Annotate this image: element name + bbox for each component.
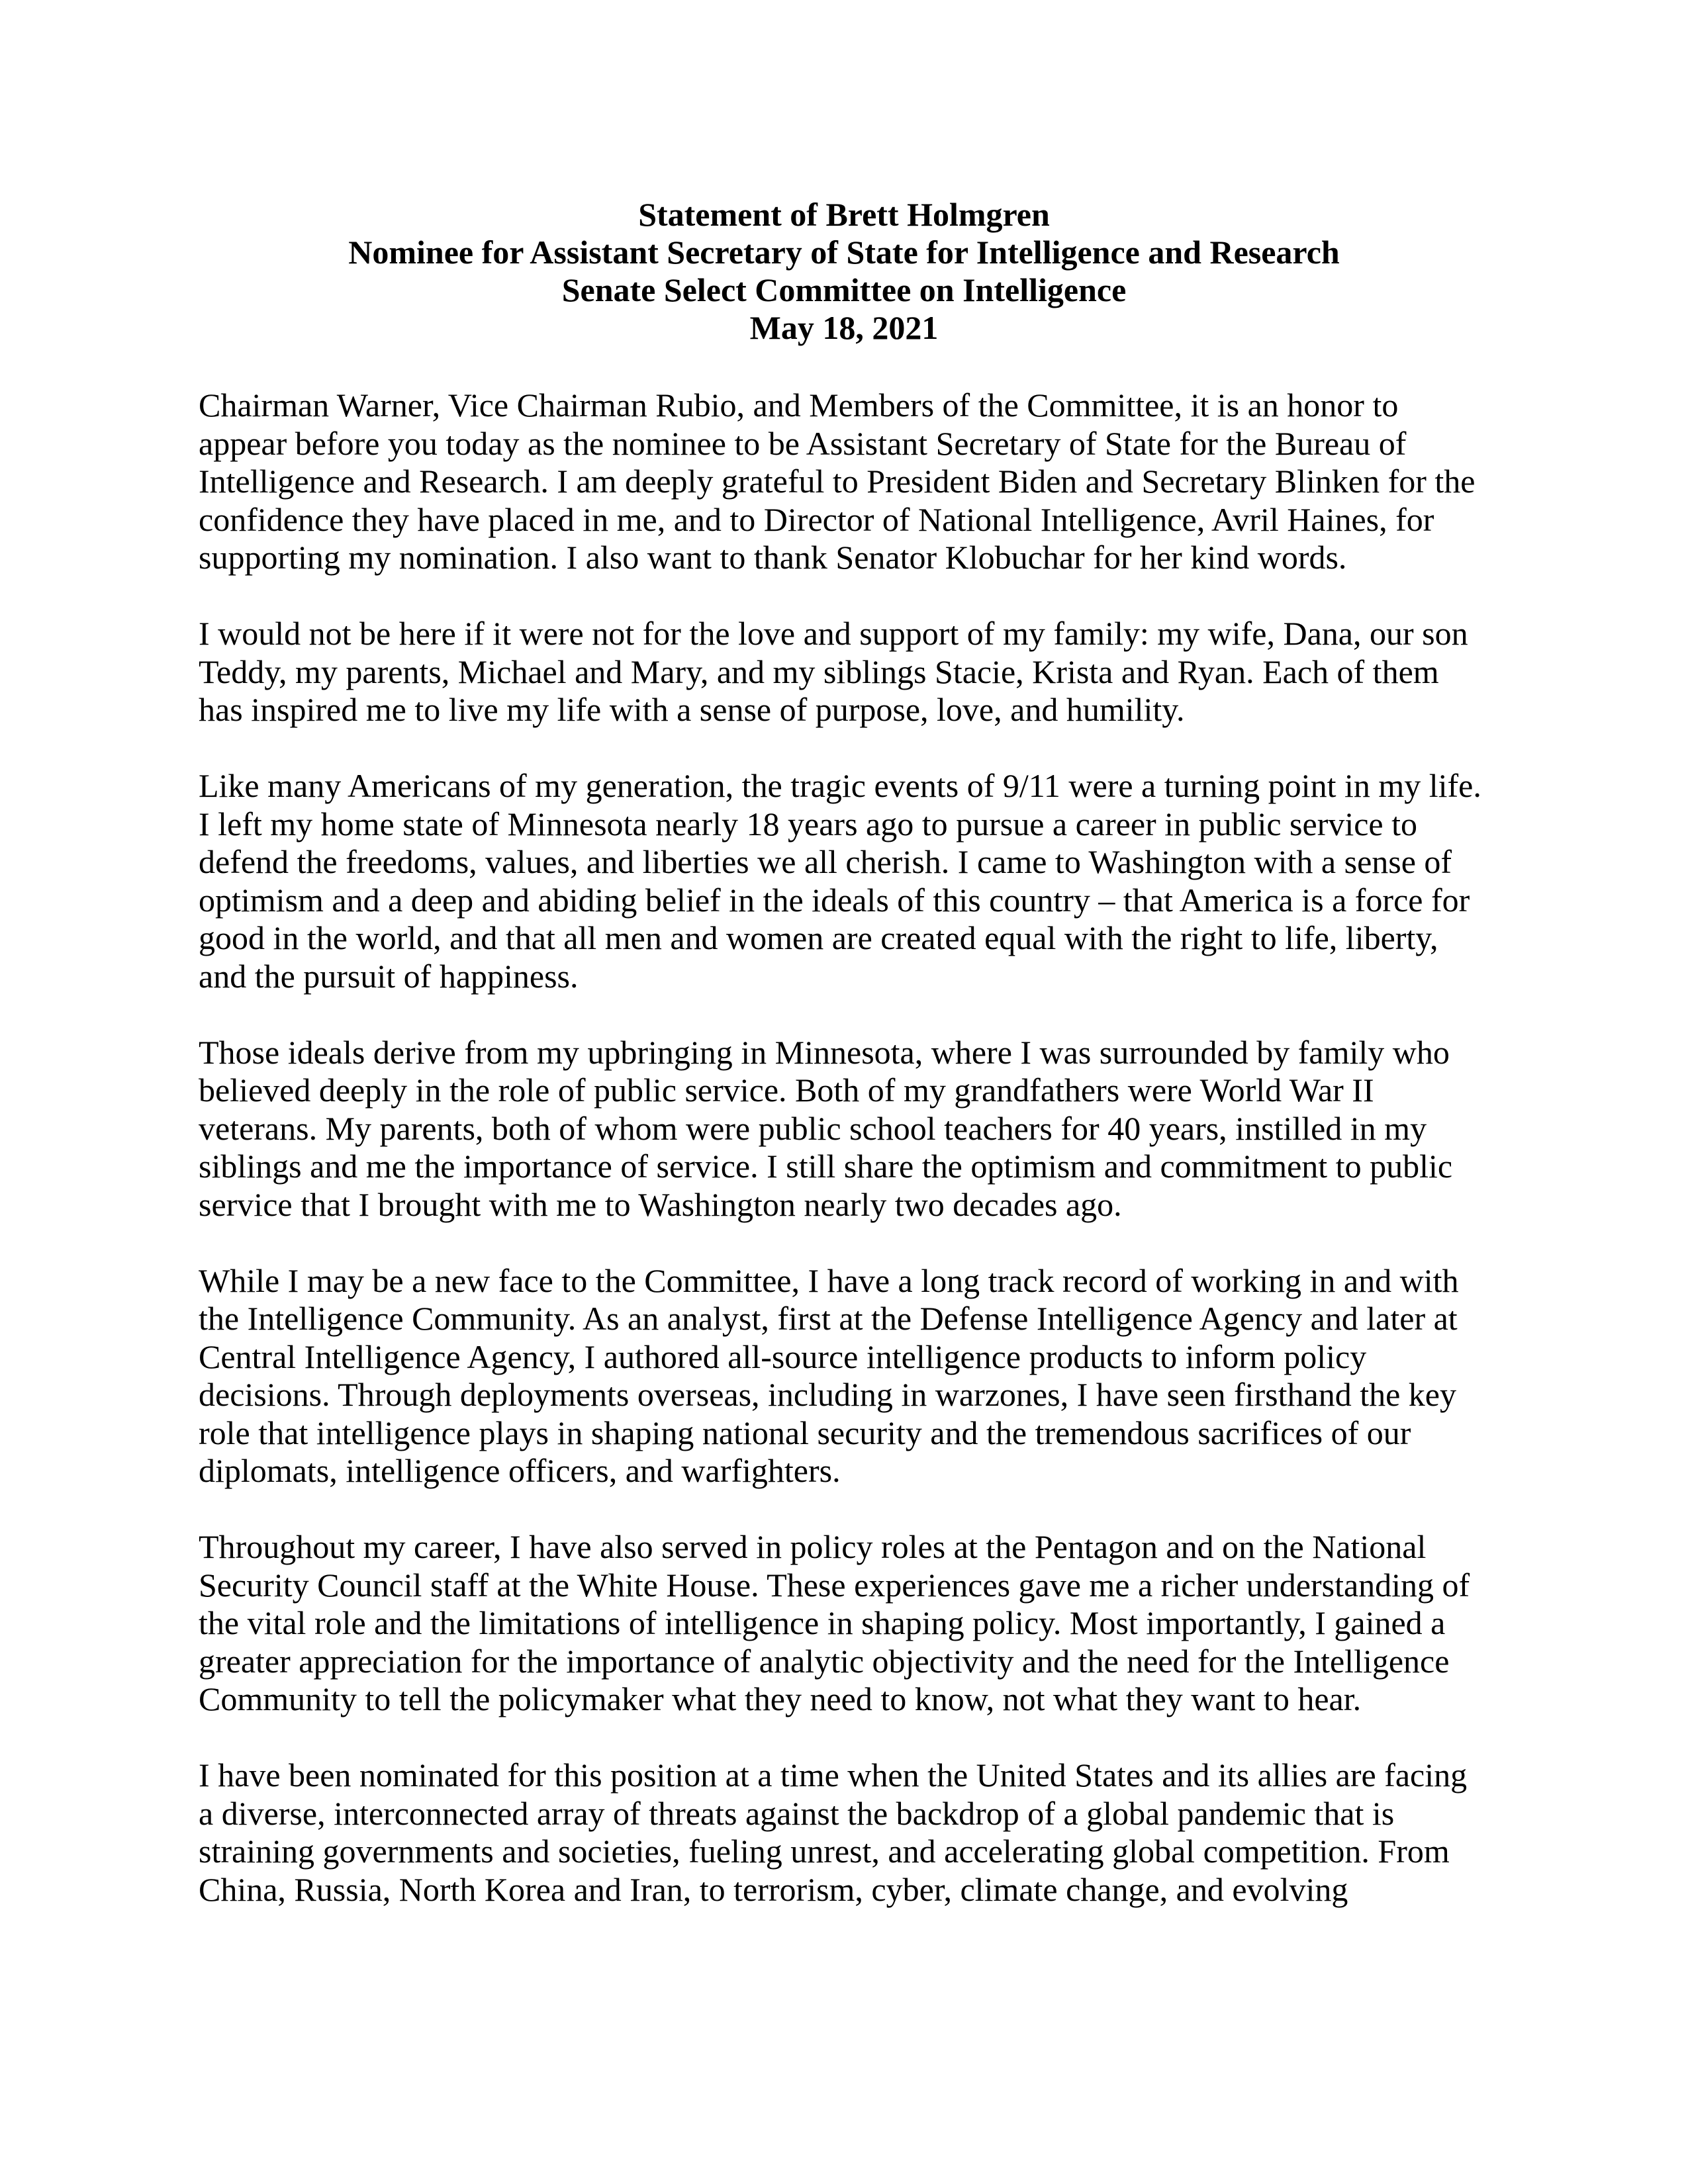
paragraph-line: I left my home state of Minnesota nearly 18 years ago to pursue a career in public service to [199, 805, 1418, 842]
paragraph-line: Intelligence and Research. I am deeply grateful to President Biden and Secretary Blinken for the [199, 463, 1476, 500]
paragraph-line: greater appreciation for the importance of analytic objectivity and the need for the Intelligence [199, 1642, 1450, 1680]
paragraph-line: supporting my nomination. I also want to thank Senator Klobuchar for her kind words. [199, 539, 1347, 576]
body-paragraph [199, 1756, 1489, 1909]
paragraph-line: Throughout my career, I have also served in policy roles at the Pentagon and on the National [199, 1528, 1427, 1565]
paragraph-line: siblings and me the importance of service. I still share the optimism and commitment to public [199, 1148, 1453, 1185]
body-paragraph [199, 767, 1489, 995]
statement-title: Statement of Brett Holmgren [638, 196, 1050, 233]
paragraph-line: a diverse, interconnected array of threats against the backdrop of a global pandemic that is [199, 1794, 1395, 1832]
document-header [199, 196, 1489, 347]
paragraph-line: service that I brought with me to Washington nearly two decades ago. [199, 1185, 1122, 1223]
statement-date: May 18, 2021 [749, 309, 939, 346]
paragraph-line: decisions. Through deployments overseas, including in warzones, I have seen firsthand the key [199, 1376, 1456, 1413]
paragraph-line: veterans. My parents, both of whom were public school teachers for 40 years, instilled in my [199, 1109, 1427, 1147]
paragraph-line: has inspired me to live my life with a sense of purpose, love, and humility. [199, 691, 1185, 728]
paragraph-line: While I may be a new face to the Committee, I have a long track record of working in and with [199, 1261, 1459, 1299]
paragraph-line: I have been nominated for this position at a time when the United States and its allies are facing [199, 1756, 1468, 1794]
paragraph-line: Teddy, my parents, Michael and Mary, and my siblings Stacie, Krista and Ryan. Each of them [199, 653, 1439, 690]
paragraph-line: appear before you today as the nominee to be Assistant Secretary of State for the Bureau of [199, 424, 1407, 462]
body-paragraph [199, 615, 1489, 729]
paragraph-line: Chairman Warner, Vice Chairman Rubio, and Members of the Committee, it is an honor to [199, 387, 1399, 424]
paragraph-line: Security Council staff at the White House. These experiences gave me a richer understanding of [199, 1566, 1470, 1604]
paragraph-line: Community to tell the policymaker what they need to know, not what they want to hear. [199, 1680, 1362, 1717]
paragraph-line: confidence they have placed in me, and to Director of National Intelligence, Avril Haines, for [199, 500, 1434, 538]
paragraph-line: the Intelligence Community. As an analyst, first at the Defense Intelligence Agency and later at [199, 1300, 1458, 1337]
paragraph-line: and the pursuit of happiness. [199, 957, 579, 995]
body-paragraph [199, 1262, 1489, 1490]
paragraph-line: optimism and a deep and abiding belief in the ideals of this country – that America is a force for [199, 881, 1470, 919]
paragraph-line: good in the world, and that all men and women are created equal with the right to life, liberty, [199, 919, 1438, 956]
paragraph-line: Like many Americans of my generation, the tragic events of 9/11 were a turning point in my life. [199, 767, 1481, 804]
document-body [199, 387, 1489, 1947]
paragraph-line: believed deeply in the role of public service. Both of my grandfathers were World War II [199, 1071, 1374, 1109]
paragraph-line: the vital role and the limitations of intelligence in shaping policy. Most importantly, I gained a [199, 1604, 1446, 1641]
paragraph-line: China, Russia, North Korea and Iran, to terrorism, cyber, climate change, and evolving [199, 1870, 1348, 1908]
paragraph-line: diplomats, intelligence officers, and warfighters. [199, 1452, 841, 1489]
paragraph-line: role that intelligence plays in shaping national security and the tremendous sacrifices of our [199, 1414, 1411, 1451]
body-paragraph [199, 387, 1489, 577]
paragraph-line: Central Intelligence Agency, I authored all-source intelligence products to inform policy [199, 1338, 1367, 1375]
paragraph-line: Those ideals derive from my upbringing in Minnesota, where I was surrounded by family who [199, 1033, 1450, 1071]
paragraph-line: straining governments and societies, fueling unrest, and accelerating global competition. From [199, 1833, 1450, 1870]
paragraph-line: defend the freedoms, values, and liberties we all cherish. I came to Washington with a sense of [199, 843, 1452, 880]
body-paragraph [199, 1034, 1489, 1224]
body-paragraph [199, 1528, 1489, 1719]
paragraph-line: I would not be here if it were not for the love and support of my family: my wife, Dana, our son [199, 615, 1468, 652]
nominee-subtitle: Nominee for Assistant Secretary of State for Intelligence and Research [348, 234, 1340, 271]
committee-name: Senate Select Committee on Intelligence [561, 271, 1127, 308]
